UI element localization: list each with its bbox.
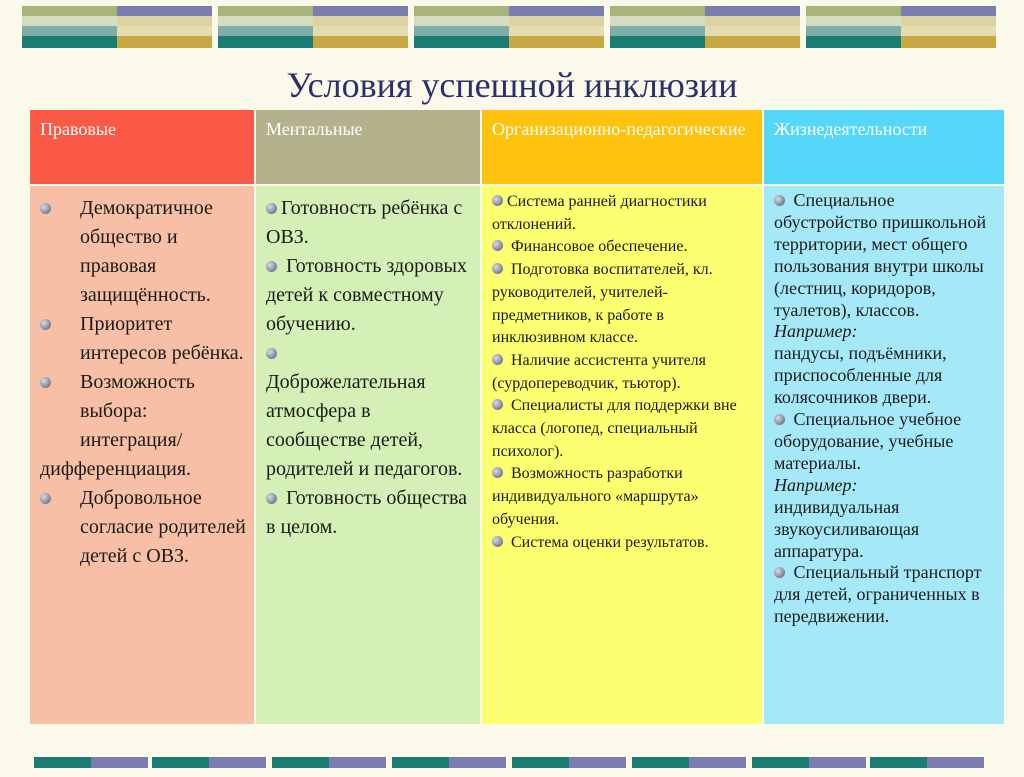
- header-pravovye: Правовые: [30, 110, 254, 184]
- top-decorative-band: [0, 6, 1024, 54]
- cell-org-ped: [482, 186, 762, 724]
- list-item: Приоритет интересов ребёнка.: [40, 310, 246, 368]
- decorative-tile: [392, 757, 506, 768]
- decorative-tile: [806, 6, 996, 48]
- example-label: Например:: [774, 474, 858, 495]
- example-label: Например:: [774, 321, 858, 342]
- list-item: Финансовое обеспечение.: [492, 236, 754, 259]
- decorative-tile: [610, 6, 800, 48]
- example-block: Например: пандусы, подъёмники, приспособленные для колясочников двери.: [774, 321, 947, 408]
- decorative-tile: [512, 757, 626, 768]
- decorative-tile: [414, 6, 604, 48]
- bullet-icon: [492, 240, 503, 251]
- bullet-icon: [492, 536, 503, 547]
- header-org-ped: Организационно-педагогические: [482, 110, 762, 184]
- cell-pravovye: [30, 186, 254, 724]
- bullet-icon: [492, 263, 503, 274]
- list-item: Система ранней диагностики отклонений.: [492, 193, 707, 233]
- bullet-icon: [40, 203, 51, 214]
- list-item: Возможность разработки индивидуального «маршрута» обучения.: [492, 465, 699, 528]
- list-item: Подготовка воспитателей, кл. руководителей, учителей-предметников, к работе в инклюзивном классе.: [492, 261, 713, 347]
- list-item: Готовность здоровых детей к совместному обучению.: [266, 255, 467, 335]
- list-item: Специальное обустройство пришкольной территории, мест общего пользования внутри школы (лестниц, коридоров, туалетов), классов.: [774, 190, 987, 320]
- list-item: Специалисты для поддержки вне класса (логопед, специальный психолог).: [492, 397, 737, 460]
- bullet-icon: [266, 493, 277, 504]
- bullet-icon: [40, 319, 51, 330]
- decorative-tile: [870, 757, 984, 768]
- list-item: Демократичное общество и правовая защищённость.: [40, 194, 246, 310]
- bullet-icon: [774, 567, 785, 578]
- header-zhiznedeyatelnosti: Жизнедеятельности: [764, 110, 1004, 184]
- bullet-icon: [774, 414, 785, 425]
- example-block: Например: индивидуальная звукоусиливающая аппаратура.: [774, 474, 920, 561]
- bullet-icon: [40, 377, 51, 388]
- bullet-icon: [266, 203, 277, 214]
- bullet-icon: [492, 399, 503, 410]
- list-item: Готовность общества в целом.: [266, 487, 468, 538]
- bottom-decorative-band: [0, 757, 1024, 777]
- list-item: Наличие ассистента учителя (сурдопереводчик, тьютор).: [492, 351, 707, 392]
- bullet-icon: [40, 493, 51, 504]
- decorative-tile: [22, 6, 212, 48]
- list-item: Готовность ребёнка с ОВЗ.: [266, 197, 463, 248]
- list-item: Система оценки результатов.: [492, 532, 754, 555]
- decorative-tile: [272, 757, 386, 768]
- list-item: Возможность выбора: интеграция/ дифференциация.: [40, 371, 195, 480]
- list-item: Специальный транспорт для детей, ограниченных в передвижении.: [774, 562, 982, 627]
- decorative-tile: [34, 757, 148, 768]
- decorative-tile: [632, 757, 746, 768]
- bullet-icon: [266, 261, 277, 272]
- bullet-icon: [492, 467, 503, 478]
- list-item: Добровольное согласие родителей детей с ОВЗ.: [40, 484, 246, 571]
- bullet-icon: [266, 348, 277, 359]
- cell-mentalnye: [256, 186, 480, 724]
- inclusion-conditions-table: [28, 110, 1006, 724]
- bullet-icon: [774, 195, 785, 206]
- body-row: [30, 186, 1004, 724]
- decorative-tile: [218, 6, 408, 48]
- header-row: [30, 110, 1004, 184]
- list-item: Специальное учебное оборудование, учебные материалы.: [774, 409, 962, 473]
- decorative-tile: [152, 757, 266, 768]
- header-mentalnye: Ментальные: [256, 110, 480, 184]
- bullet-icon: [492, 354, 503, 365]
- page-title: Условия успешной инклюзии: [286, 65, 738, 105]
- list-item: Доброжелательная атмосфера в сообществе детей, родителей и педагогов.: [266, 339, 472, 484]
- decorative-tile: [752, 757, 866, 768]
- cell-zhiznedeyatelnosti: [764, 186, 1004, 724]
- bullet-icon: [492, 195, 503, 206]
